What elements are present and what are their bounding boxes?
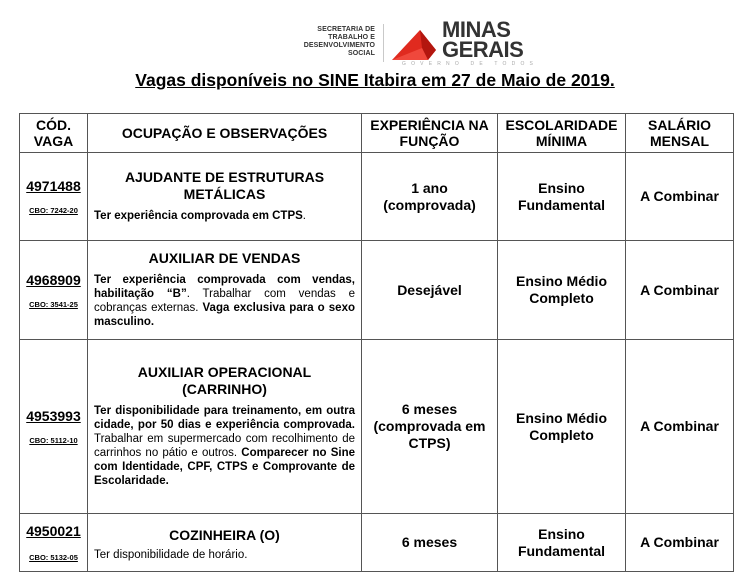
education-line: Ensino [538,525,585,542]
brand-line: MINAS [442,17,511,42]
education-line: Fundamental [517,542,606,559]
header-text: MENSAL [649,133,710,149]
header-text: MÍNIMA [535,133,588,149]
vacancy-code: 4971488 [26,178,81,194]
cell-ocupacao [88,340,362,514]
occupation-observations [94,548,355,562]
header-text: OCUPAÇÃO E OBSERVAÇÕES [121,125,328,141]
column-header-codigo [20,114,88,153]
observation-segment: Ter experiência comprovada com vendas, habilitação “B” [94,273,355,300]
cell-experiencia [362,514,498,572]
education-line: Fundamental [517,196,606,213]
observation-segment: . Trabalhar com vendas e cobranças externas. [94,287,355,314]
header-text: ESCOLARIDADE [505,117,618,133]
header-text: SALÁRIO [648,117,711,133]
experience-line: CTPS) [408,435,451,451]
cell-salario [626,241,734,340]
column-header-salario [626,114,734,153]
experience-line: 1 ano [411,179,448,196]
education-line: Ensino [538,179,585,196]
cell-codigo [20,241,88,340]
brand-line: GERAIS [442,37,524,62]
occupation-title-line: AJUDANTE DE ESTRUTURAS [124,168,325,185]
cell-codigo [20,514,88,572]
occupation-title [94,250,355,267]
secretaria-line: SECRETARIA DE [317,26,375,33]
observation-segment: Ter experiência comprovada em CTPS [94,209,303,222]
cbo-code: CBO: 5112-10 [29,436,78,445]
cell-ocupacao [88,153,362,241]
occupation-title [94,364,355,398]
job-vacancies-table [19,113,734,572]
experience-line: 6 meses [401,534,458,550]
cell-codigo [20,153,88,241]
occupation-title-line: COZINHEIRA (O) [169,527,280,543]
header-text: CÓD. [36,117,71,133]
minas-gerais-triangle-icon [392,28,447,60]
cell-salario [626,514,734,572]
observation-segment: Comparecer no Sine com Identidade, CPF, CTPS e Comprovante de Escolaridade. [94,446,355,487]
salary-value: A Combinar [640,281,719,298]
occupation-title [94,169,355,203]
occupation-title-line: AUXILIAR DE VENDAS [148,249,301,266]
occupation-observations [94,209,355,223]
observation-segment: Vaga exclusiva para o sexo masculino. [94,301,355,328]
occupation-observations [94,273,355,329]
cell-salario [626,153,734,241]
cell-experiencia [362,241,498,340]
observation-segment: Trabalhar em supermercado com recolhimento de carrinhos no pátio e outros. [94,432,355,459]
table-header-row [20,114,734,153]
occupation-title [94,527,355,544]
occupation-title-line: (CARRINHO) [182,380,267,397]
logo-divider [383,24,384,62]
salary-value: A Combinar [640,534,719,550]
education-line: Ensino Médio [516,273,607,289]
header-text: FUNÇÃO [399,133,460,149]
experience-line: (comprovada) [383,196,476,213]
occupation-title-line: AUXILIAR OPERACIONAL [137,363,312,380]
cell-codigo [20,340,88,514]
header-text: VAGA [33,133,74,149]
column-header-experiencia [362,114,498,153]
column-header-ocupacao [88,114,362,153]
cell-experiencia [362,153,498,241]
education-line: Completo [529,426,594,443]
cell-experiencia [362,340,498,514]
page-title: Vagas disponíveis no SINE Itabira em 27 de Maio de 2019. [135,70,615,90]
header-logo [290,17,539,68]
column-header-escolaridade [498,114,626,153]
cell-escolaridade [498,153,626,241]
table-row [20,340,734,514]
vacancy-code: 4968909 [26,271,81,288]
education-line: Completo [529,290,594,306]
secretaria-line: TRABALHO E [328,34,375,41]
cbo-code: CBO: 3541-25 [29,299,78,309]
experience-line: (comprovada em [373,418,486,434]
cell-salario [626,340,734,514]
salary-value: A Combinar [640,418,719,434]
cbo-code: CBO: 7242-20 [29,206,78,215]
occupation-title-line: METÁLICAS [183,185,266,202]
table-row [20,153,734,241]
salary-value: A Combinar [640,188,719,204]
vacancy-code: 4953993 [26,408,81,424]
cell-ocupacao [88,514,362,572]
secretaria-logo-text [290,26,375,58]
brand-tagline: GOVERNO DE TODOS [402,61,539,67]
experience-line: Desejável [397,281,462,298]
cell-ocupacao [88,241,362,340]
observation-segment: Ter disponibilidade de horário. [94,549,248,561]
table-row [20,241,734,340]
education-line: Ensino Médio [516,409,607,426]
table-row [20,514,734,572]
observation-segment: Ter disponibilidade para treinamento, em outra cidade, por 50 dias e experiência comprovada. [94,404,355,431]
secretaria-line: DESENVOLVIMENTO [303,42,375,49]
cell-escolaridade [498,241,626,340]
occupation-observations [94,404,355,488]
brand-wordmark [442,17,524,62]
cell-escolaridade [498,340,626,514]
header-text: EXPERIÊNCIA NA [370,117,489,133]
experience-line: 6 meses [401,401,458,417]
cell-escolaridade [498,514,626,572]
secretaria-line: SOCIAL [347,50,375,57]
vacancy-code: 4950021 [26,523,81,539]
observation-segment: . [302,209,306,222]
cbo-code: CBO: 5132-05 [29,553,78,562]
